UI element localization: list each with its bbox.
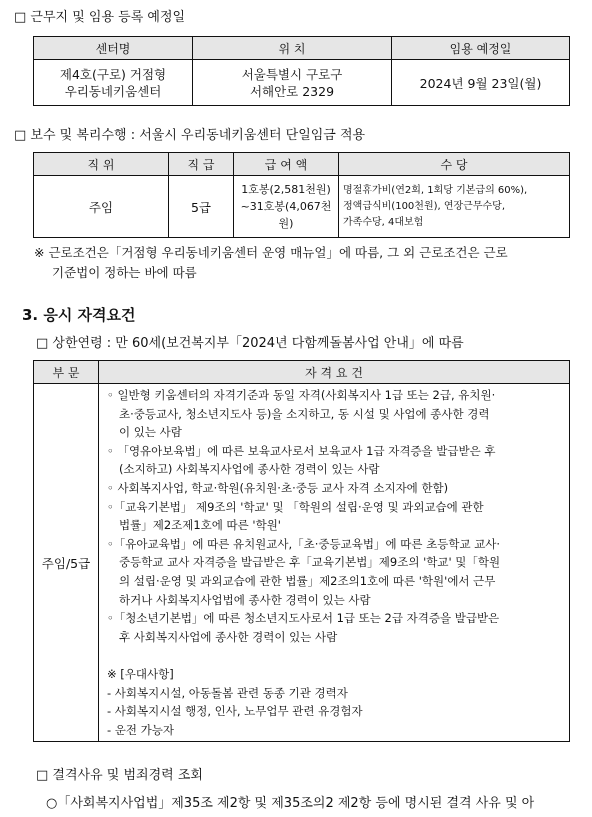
center-line-1: 제4호(구로) 거점형 <box>59 66 167 82</box>
req-line: 하거나 사회복지사업법에 종사한 경력이 있는 사람 <box>119 592 371 607</box>
preference-item: - 운전 가능자 <box>107 722 175 737</box>
req-line: ◦「교육기본법」 제9조의 '학교' 및 「학원의 설립·운영 및 과외교습에 관한 <box>107 499 484 514</box>
req-line: 법률」제2조제1호에 따른 '학원' <box>119 518 281 533</box>
section-disqualification-heading: □ 결격사유 및 범죄경력 조회 <box>36 768 203 783</box>
cell-requirements <box>99 384 570 742</box>
header-location: 위 치 <box>193 37 392 60</box>
qualification-table <box>33 360 570 742</box>
section-pay-heading: □ 보수 및 복리수행 : 서울시 우리동네키움센터 단일임금 적용 <box>14 128 366 143</box>
cell-category: 주임/5급 <box>34 384 99 742</box>
pay-table <box>33 152 570 238</box>
preference-item: - 사회복지시설 행정, 인사, 노무업무 관련 유경험자 <box>107 704 363 719</box>
age-limit-text: □ 상한연령 : 만 60세(보건복지부「2024년 다함께돌봄사업 안내」에 따름 <box>36 336 464 351</box>
pay-note-line-1: ※ 근로조건은「거점형 우리동네키움센터 운영 매뉴얼」에 따름, 그 외 근로조건은 근로 <box>34 245 508 260</box>
cell-position: 주임 <box>34 176 169 238</box>
req-line: 중등학교 교사 자격증을 발급받은 후「교육기본법」제9조의 '학교' 및「학원 <box>119 555 501 570</box>
header-center: 센터명 <box>34 37 193 60</box>
center-line-2: 우리동네키움센터 <box>64 83 162 99</box>
cell-center <box>34 60 193 106</box>
pay-note-line-2: 기준법이 정하는 바에 따름 <box>52 265 197 280</box>
salary-line-2: ~31호봉(4,067천원) <box>240 200 332 230</box>
location-line-2: 서해안로 2329 <box>249 83 335 99</box>
req-line: ◦ 일반형 키움센터의 자격기준과 동일 자격(사회복지사 1급 또는 2급, 유치원· <box>107 388 496 402</box>
salary-line-1: 1호봉(2,581천원) <box>241 183 331 196</box>
req-line: ◦「유아교육법」에 따른 유치원교사,「초·중등교육법」에 따른 초등학교 교사· <box>107 536 501 551</box>
req-line: 초·중등교사, 청소년지도사 등)을 소지하고, 동 시설 및 사업에 종사한 경력 <box>119 406 490 421</box>
location-line-1: 서울특별시 구로구 <box>241 66 343 82</box>
section-work-heading: □ 근무지 및 임용 등록 예정일 <box>14 10 186 25</box>
header-category: 부 문 <box>34 361 99 384</box>
header-allowance: 수 당 <box>339 153 570 176</box>
allowance-line-2: 정액급식비(100천원), 연장근무수당, <box>343 200 506 212</box>
allowance-line-1: 명절휴가비(연2회, 1회당 기본급의 60%), <box>343 184 528 196</box>
header-grade: 직 급 <box>169 153 234 176</box>
cell-grade: 5급 <box>169 176 234 238</box>
req-line: ◦「청소년기본법」에 따른 청소년지도사로서 1급 또는 2급 자격증을 발급받은 <box>107 611 500 626</box>
header-requirements: 자 격 요 건 <box>99 361 570 384</box>
header-position: 직 위 <box>34 153 169 176</box>
cell-location <box>193 60 392 106</box>
pay-note <box>34 243 574 283</box>
req-line: ◦ 사회복지사업, 학교·학원(유치원·초·중등 교사 자격 소지자에 한함) <box>107 480 449 495</box>
cell-salary <box>234 176 339 238</box>
allowance-line-3: 가족수당, 4대보험 <box>343 216 424 228</box>
cell-date: 2024년 9월 23일(월) <box>392 60 570 106</box>
req-line: ◦ 「영유아보육법」에 따른 보육교사로서 보육교사 1급 자격증을 발급받은 후 <box>107 443 496 458</box>
req-line: (소지하고) 사회복지사업에 종사한 경력이 있는 사람 <box>119 462 380 477</box>
req-line: 후 사회복지사업에 종사한 경력이 있는 사람 <box>119 629 338 644</box>
preference-heading: ※ [우대사항] <box>107 666 174 681</box>
preference-item: - 사회복지시설, 아동돌봄 관련 동종 기관 경력자 <box>107 685 348 700</box>
disqualification-item: ○「사회복지사업법」제35조 제2항 및 제35조의2 제2항 등에 명시된 결격 사유 및 아 <box>46 796 535 811</box>
req-line: 의 설립·운영 및 과외교습에 관한 법률」제2조의1호에 따른 '학원'에서 근무 <box>119 573 496 588</box>
section-3-title: 3. 응시 자격요건 <box>22 306 136 324</box>
req-blank-line <box>107 646 561 665</box>
work-table <box>33 36 570 106</box>
header-date: 임용 예정일 <box>392 37 570 60</box>
cell-allowance <box>339 176 570 238</box>
header-salary: 급 여 액 <box>234 153 339 176</box>
req-line: 이 있는 사람 <box>119 425 182 440</box>
